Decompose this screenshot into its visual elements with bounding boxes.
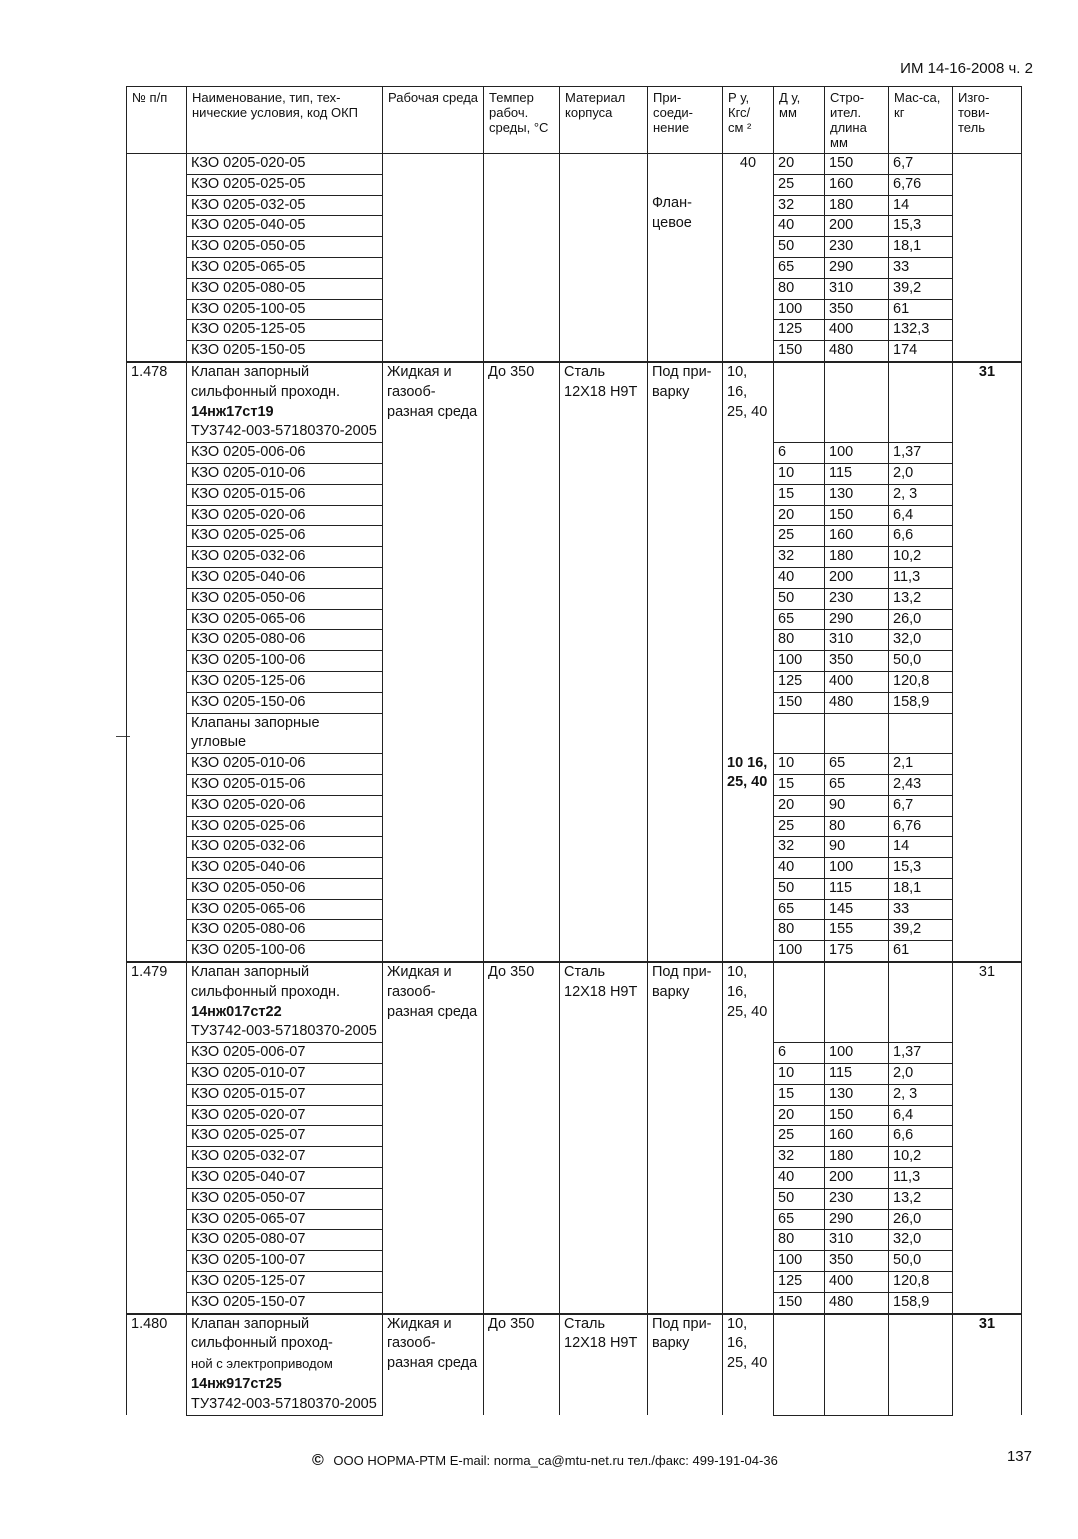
item-type: 14нж917ст25 xyxy=(191,1376,282,1393)
col-dn: Д у, мм xyxy=(774,87,825,154)
pressure-cell xyxy=(723,713,774,754)
mass-value: 15,3 xyxy=(889,858,953,879)
length-value: 200 xyxy=(825,1168,889,1189)
mass-value: 26,0 xyxy=(889,1209,953,1230)
dn-value: 65 xyxy=(774,899,825,920)
dn-value: 125 xyxy=(774,1272,825,1293)
item-row xyxy=(127,1314,1022,1415)
dn-value: 150 xyxy=(774,1292,825,1313)
copyright-icon: © xyxy=(312,1452,324,1469)
length-value: 480 xyxy=(825,1292,889,1313)
length-value: 290 xyxy=(825,257,889,278)
pressure-cell: 10, 16, 25, 40 xyxy=(723,1314,774,1415)
mass-value: 1,37 xyxy=(889,443,953,464)
length-value: 290 xyxy=(825,609,889,630)
length-value: 115 xyxy=(825,463,889,484)
length-value: 150 xyxy=(825,505,889,526)
item-description xyxy=(187,962,383,1043)
item-code: КЗО 0205-100-06 xyxy=(187,941,383,962)
dn-value: 10 xyxy=(774,754,825,775)
item-code: КЗО 0205-050-06 xyxy=(187,588,383,609)
item-code: КЗО 0205-150-05 xyxy=(187,341,383,362)
col-medium: Рабочая среда xyxy=(383,87,484,154)
item-code: КЗО 0205-080-05 xyxy=(187,278,383,299)
dn-value: 80 xyxy=(774,1230,825,1251)
length-value: 200 xyxy=(825,216,889,237)
length-value: 100 xyxy=(825,858,889,879)
item-code: КЗО 0205-100-06 xyxy=(187,651,383,672)
length-value: 160 xyxy=(825,526,889,547)
mass-value: 18,1 xyxy=(889,237,953,258)
dn-value: 150 xyxy=(774,341,825,362)
mass-value: 13,2 xyxy=(889,1188,953,1209)
item-code: КЗО 0205-065-06 xyxy=(187,609,383,630)
mass-value: 2,43 xyxy=(889,774,953,795)
length-value: 480 xyxy=(825,692,889,713)
mass-value: 39,2 xyxy=(889,278,953,299)
item-code: КЗО 0205-032-05 xyxy=(187,195,383,216)
dn-value: 25 xyxy=(774,816,825,837)
mass-value: 6,76 xyxy=(889,816,953,837)
dn-value: 10 xyxy=(774,463,825,484)
mass-value: 6,7 xyxy=(889,154,953,175)
dn-cell xyxy=(774,962,825,1043)
mass-cell xyxy=(889,962,953,1043)
dn-value: 40 xyxy=(774,216,825,237)
col-maker: Изго-тови-тель xyxy=(953,87,1022,154)
mass-value: 6,6 xyxy=(889,1126,953,1147)
maker-cell: 31 xyxy=(953,362,1022,962)
item-code: КЗО 0205-040-06 xyxy=(187,858,383,879)
mass-value: 14 xyxy=(889,195,953,216)
mass-value: 11,3 xyxy=(889,567,953,588)
dn-cell xyxy=(774,1314,825,1415)
item-code: КЗО 0205-080-07 xyxy=(187,1230,383,1251)
col-connection: При-соеди-нение xyxy=(648,87,723,154)
item-code: КЗО 0205-150-06 xyxy=(187,692,383,713)
item-code: КЗО 0205-015-06 xyxy=(187,774,383,795)
mass-value: 6,76 xyxy=(889,174,953,195)
length-value: 290 xyxy=(825,1209,889,1230)
valves-table xyxy=(126,86,1022,1416)
length-cell xyxy=(825,962,889,1043)
col-name: Наименование, тип, тех-нические условия, код ОКП xyxy=(187,87,383,154)
mass-value: 32,0 xyxy=(889,1230,953,1251)
mass-value: 2, 3 xyxy=(889,484,953,505)
medium-cell: Жидкая и газооб-разная среда xyxy=(383,1314,484,1415)
mass-value: 15,3 xyxy=(889,216,953,237)
pressure-cell: 10, 16, 25, 40 xyxy=(723,962,774,1314)
dn-cell xyxy=(774,362,825,443)
dn-value: 80 xyxy=(774,278,825,299)
length-value: 65 xyxy=(825,754,889,775)
dn-value: 20 xyxy=(774,154,825,175)
material-cell: Сталь 12Х18 Н9Т xyxy=(560,962,648,1314)
mass-value: 10,2 xyxy=(889,1147,953,1168)
dn-value: 65 xyxy=(774,1209,825,1230)
length-value: 180 xyxy=(825,1147,889,1168)
item-type: 14нж017ст22 xyxy=(191,1003,282,1020)
item-code: КЗО 0205-006-06 xyxy=(187,443,383,464)
mass-cell xyxy=(889,713,953,754)
item-code: КЗО 0205-020-05 xyxy=(187,154,383,175)
length-value: 160 xyxy=(825,1126,889,1147)
table-row xyxy=(127,154,1022,175)
mass-cell xyxy=(889,1314,953,1415)
document-id: ИМ 14-16-2008 ч. 2 xyxy=(900,60,1033,77)
angular-title: Клапаны запорные угловые xyxy=(187,713,383,754)
dn-value: 25 xyxy=(774,174,825,195)
mass-value: 120,8 xyxy=(889,1272,953,1293)
length-value: 310 xyxy=(825,278,889,299)
item-row xyxy=(127,362,1022,443)
length-value: 150 xyxy=(825,154,889,175)
item-code: КЗО 0205-125-07 xyxy=(187,1272,383,1293)
mass-value: 61 xyxy=(889,299,953,320)
dn-cell xyxy=(774,713,825,754)
col-length: Стро-ител. длина мм xyxy=(825,87,889,154)
maker-cell: 31 xyxy=(953,962,1022,1314)
length-value: 65 xyxy=(825,774,889,795)
dn-value: 20 xyxy=(774,505,825,526)
dn-value: 65 xyxy=(774,609,825,630)
material-cell xyxy=(560,154,648,362)
mass-value: 50,0 xyxy=(889,651,953,672)
length-value: 145 xyxy=(825,899,889,920)
mass-value: 158,9 xyxy=(889,692,953,713)
dn-value: 100 xyxy=(774,651,825,672)
dn-value: 32 xyxy=(774,195,825,216)
item-row xyxy=(127,962,1022,1043)
item-code: КЗО 0205-100-05 xyxy=(187,299,383,320)
dn-value: 6 xyxy=(774,1043,825,1064)
length-value: 80 xyxy=(825,816,889,837)
length-value: 400 xyxy=(825,671,889,692)
length-value: 480 xyxy=(825,341,889,362)
mass-value: 6,4 xyxy=(889,1105,953,1126)
mass-value: 11,3 xyxy=(889,1168,953,1189)
dn-value: 6 xyxy=(774,443,825,464)
col-num: № п/п xyxy=(127,87,187,154)
dn-value: 50 xyxy=(774,588,825,609)
length-value: 310 xyxy=(825,1230,889,1251)
connection-cell: Под при-варку xyxy=(648,362,723,962)
item-code: КЗО 0205-150-07 xyxy=(187,1292,383,1313)
mass-value: 33 xyxy=(889,257,953,278)
mass-cell xyxy=(889,362,953,443)
dn-value: 80 xyxy=(774,920,825,941)
mass-value: 32,0 xyxy=(889,630,953,651)
length-cell xyxy=(825,713,889,754)
material-cell: Сталь 12Х18 Н9Т xyxy=(560,362,648,962)
material-cell: Сталь 12Х18 Н9Т xyxy=(560,1314,648,1415)
item-code: КЗО 0205-050-06 xyxy=(187,878,383,899)
col-pressure: Р у, Кгс/ см ² xyxy=(723,87,774,154)
connection-cell xyxy=(648,154,723,362)
item-tu: ТУ3742-003-57180370-2005 xyxy=(191,423,377,440)
dn-value: 50 xyxy=(774,237,825,258)
temp-cell: До 350 xyxy=(484,1314,560,1415)
length-value: 230 xyxy=(825,1188,889,1209)
footer xyxy=(312,1452,778,1470)
num-cell xyxy=(127,154,187,362)
length-value: 180 xyxy=(825,195,889,216)
item-code: КЗО 0205-025-06 xyxy=(187,526,383,547)
item-code: КЗО 0205-100-07 xyxy=(187,1251,383,1272)
item-code: КЗО 0205-065-07 xyxy=(187,1209,383,1230)
pressure-cell: 10, 16, 25, 40 xyxy=(723,362,774,713)
item-code: КЗО 0205-040-07 xyxy=(187,1168,383,1189)
item-number: 1.479 xyxy=(127,962,187,1314)
mass-value: 1,37 xyxy=(889,1043,953,1064)
length-value: 150 xyxy=(825,1105,889,1126)
length-value: 200 xyxy=(825,567,889,588)
length-value: 310 xyxy=(825,630,889,651)
page-number: 137 xyxy=(1006,1448,1032,1465)
dn-value: 32 xyxy=(774,547,825,568)
item-code: КЗО 0205-032-06 xyxy=(187,837,383,858)
item-type: 14нж17ст19 xyxy=(191,403,274,420)
mass-value: 6,4 xyxy=(889,505,953,526)
medium-cell xyxy=(383,154,484,362)
length-cell xyxy=(825,362,889,443)
dn-value: 15 xyxy=(774,774,825,795)
temp-cell: До 350 xyxy=(484,362,560,962)
dn-value: 40 xyxy=(774,1168,825,1189)
item-code: КЗО 0205-015-06 xyxy=(187,484,383,505)
mass-value: 10,2 xyxy=(889,547,953,568)
item-code: КЗО 0205-125-05 xyxy=(187,320,383,341)
item-code: КЗО 0205-050-05 xyxy=(187,237,383,258)
dn-value: 10 xyxy=(774,1064,825,1085)
dn-value: 20 xyxy=(774,795,825,816)
item-code: КЗО 0205-032-06 xyxy=(187,547,383,568)
maker-cell xyxy=(953,154,1022,362)
dn-value: 15 xyxy=(774,484,825,505)
footer-contacts: ООО НОРМА-РТМ E-mail: norma_ca@mtu-net.ru тел./факс: 499-191-04-36 xyxy=(333,1453,778,1468)
item-title-2: ной с электроприводом xyxy=(191,1356,333,1372)
length-value: 180 xyxy=(825,547,889,568)
item-title: Клапан запорный сильфонный проходн. xyxy=(191,964,341,1000)
connection-cell: Под при-варку xyxy=(648,1314,723,1415)
mass-value: 6,7 xyxy=(889,795,953,816)
maker-cell: 31 xyxy=(953,1314,1022,1415)
dn-value: 20 xyxy=(774,1105,825,1126)
length-value: 155 xyxy=(825,920,889,941)
item-description xyxy=(187,362,383,443)
dn-value: 15 xyxy=(774,1084,825,1105)
col-material: Материал корпуса xyxy=(560,87,648,154)
item-code: КЗО 0205-006-07 xyxy=(187,1043,383,1064)
length-value: 115 xyxy=(825,878,889,899)
item-code: КЗО 0205-010-06 xyxy=(187,463,383,484)
item-code: КЗО 0205-020-06 xyxy=(187,795,383,816)
item-description xyxy=(187,1314,383,1415)
length-value: 115 xyxy=(825,1064,889,1085)
dn-value: 125 xyxy=(774,671,825,692)
pressure-cell: 40 xyxy=(723,154,774,362)
mass-value: 50,0 xyxy=(889,1251,953,1272)
temp-cell xyxy=(484,154,560,362)
length-value: 130 xyxy=(825,1084,889,1105)
dn-value: 40 xyxy=(774,858,825,879)
mass-value: 61 xyxy=(889,941,953,962)
mass-value: 26,0 xyxy=(889,609,953,630)
length-cell xyxy=(825,1314,889,1415)
dn-value: 50 xyxy=(774,1188,825,1209)
dn-value: 125 xyxy=(774,320,825,341)
length-value: 350 xyxy=(825,299,889,320)
mass-value: 158,9 xyxy=(889,1292,953,1313)
length-value: 90 xyxy=(825,837,889,858)
mass-value: 132,3 xyxy=(889,320,953,341)
item-title: Клапан запорный сильфонный проход- xyxy=(191,1315,333,1352)
length-value: 160 xyxy=(825,174,889,195)
dn-value: 32 xyxy=(774,837,825,858)
item-code: КЗО 0205-025-07 xyxy=(187,1126,383,1147)
length-value: 230 xyxy=(825,588,889,609)
item-code: КЗО 0205-010-07 xyxy=(187,1064,383,1085)
medium-cell: Жидкая и газооб-разная среда xyxy=(383,362,484,962)
connection-cell: Под при-варку xyxy=(648,962,723,1314)
length-value: 400 xyxy=(825,1272,889,1293)
dn-value: 100 xyxy=(774,299,825,320)
item-code: КЗО 0205-025-06 xyxy=(187,816,383,837)
dn-value: 150 xyxy=(774,692,825,713)
length-value: 100 xyxy=(825,443,889,464)
mass-value: 14 xyxy=(889,837,953,858)
mass-value: 174 xyxy=(889,341,953,362)
item-code: КЗО 0205-125-06 xyxy=(187,671,383,692)
item-code: КЗО 0205-020-06 xyxy=(187,505,383,526)
length-value: 350 xyxy=(825,651,889,672)
dn-value: 25 xyxy=(774,1126,825,1147)
length-value: 90 xyxy=(825,795,889,816)
item-number: 1.480 xyxy=(127,1314,187,1415)
item-tu: ТУ3742-003-57180370-2005 xyxy=(191,1395,377,1412)
item-title: Клапан запорный сильфонный проходн. xyxy=(191,363,341,400)
item-code: КЗО 0205-032-07 xyxy=(187,1147,383,1168)
dn-value: 32 xyxy=(774,1147,825,1168)
mass-value: 18,1 xyxy=(889,878,953,899)
length-value: 400 xyxy=(825,320,889,341)
length-value: 100 xyxy=(825,1043,889,1064)
length-value: 350 xyxy=(825,1251,889,1272)
connection-value: Флан-цевое xyxy=(652,195,692,231)
dn-value: 100 xyxy=(774,1251,825,1272)
col-temp: Темпер рабоч. среды, °С xyxy=(484,87,560,154)
dn-value: 25 xyxy=(774,526,825,547)
item-code: КЗО 0205-025-05 xyxy=(187,174,383,195)
item-code: КЗО 0205-010-06 xyxy=(187,754,383,775)
length-value: 130 xyxy=(825,484,889,505)
length-value: 175 xyxy=(825,941,889,962)
item-code: КЗО 0205-080-06 xyxy=(187,920,383,941)
mass-value: 39,2 xyxy=(889,920,953,941)
mass-value: 6,6 xyxy=(889,526,953,547)
col-mass: Мас-са, кг xyxy=(889,87,953,154)
item-code: КЗО 0205-065-05 xyxy=(187,257,383,278)
item-code: КЗО 0205-040-05 xyxy=(187,216,383,237)
item-code: КЗО 0205-065-06 xyxy=(187,899,383,920)
item-code: КЗО 0205-020-07 xyxy=(187,1105,383,1126)
mass-value: 13,2 xyxy=(889,588,953,609)
dn-value: 65 xyxy=(774,257,825,278)
item-code: КЗО 0205-040-06 xyxy=(187,567,383,588)
dn-value: 100 xyxy=(774,941,825,962)
item-number: 1.478 xyxy=(127,362,187,962)
item-code: КЗО 0205-015-07 xyxy=(187,1084,383,1105)
medium-cell: Жидкая и газооб-разная среда xyxy=(383,962,484,1314)
mass-value: 2, 3 xyxy=(889,1084,953,1105)
mass-value: 2,1 xyxy=(889,754,953,775)
item-code: КЗО 0205-050-07 xyxy=(187,1188,383,1209)
table-header xyxy=(127,87,1022,154)
mass-value: 2,0 xyxy=(889,463,953,484)
dn-value: 80 xyxy=(774,630,825,651)
length-value: 230 xyxy=(825,237,889,258)
item-code: КЗО 0205-080-06 xyxy=(187,630,383,651)
dn-value: 50 xyxy=(774,878,825,899)
mass-value: 33 xyxy=(889,899,953,920)
mass-value: 2,0 xyxy=(889,1064,953,1085)
dn-value: 40 xyxy=(774,567,825,588)
temp-cell: До 350 xyxy=(484,962,560,1314)
angular-pressure: 10 16, 25, 40 xyxy=(723,754,774,962)
item-tu: ТУ3742-003-57180370-2005 xyxy=(191,1023,377,1040)
mass-value: 120,8 xyxy=(889,671,953,692)
